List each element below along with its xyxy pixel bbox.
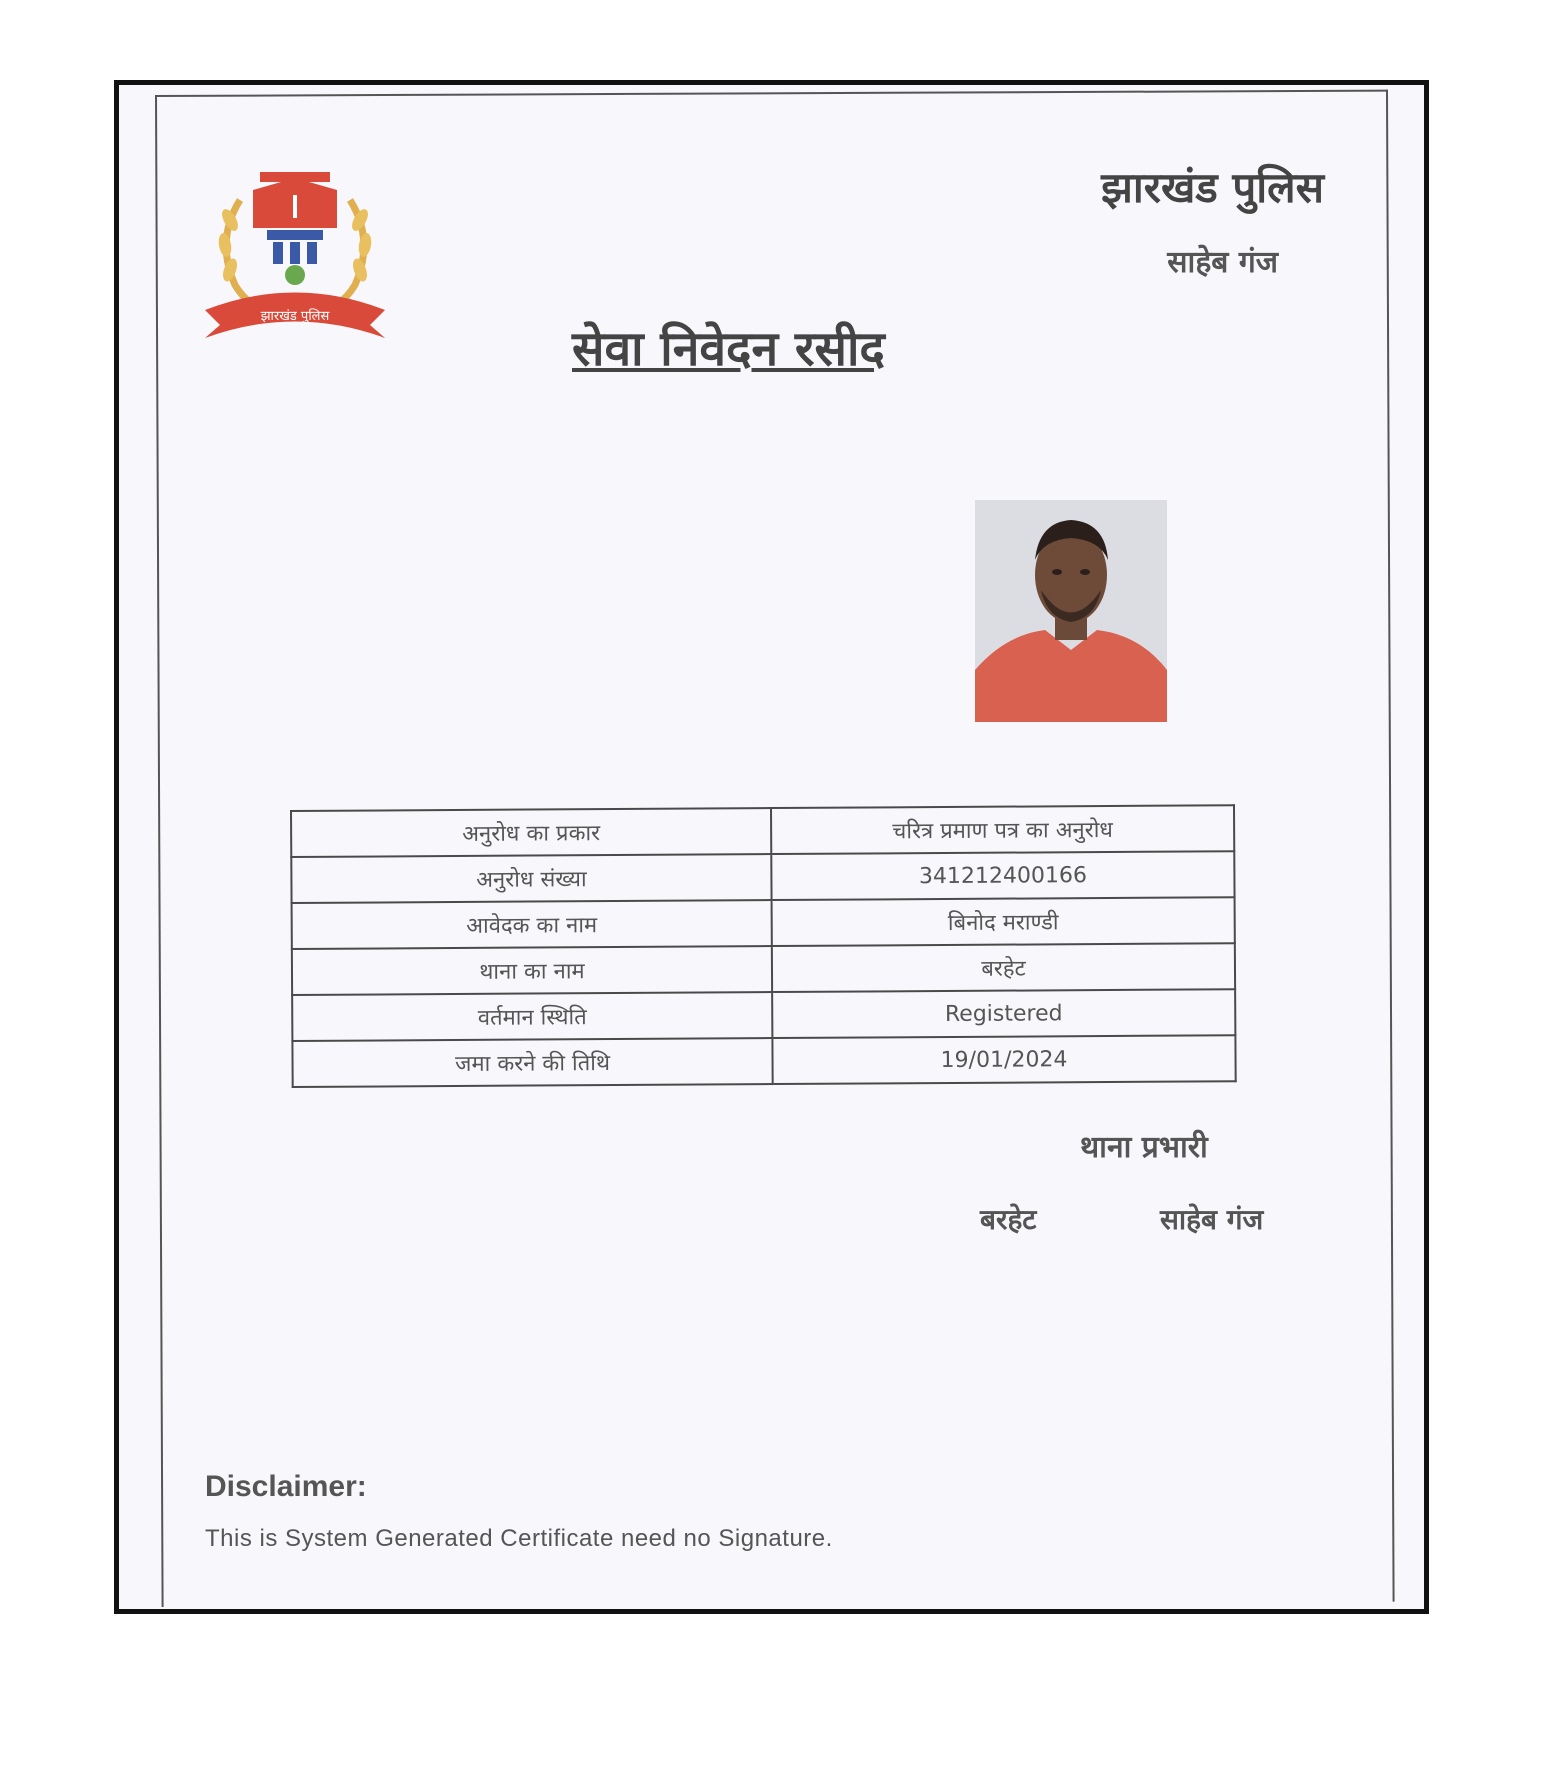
applicant-photo [975, 500, 1167, 722]
request-details-table [290, 804, 1237, 1088]
row-label: अनुरोध का प्रकार [291, 808, 771, 857]
table-row [291, 851, 1234, 903]
document-title: सेवा निवेदन रसीद [572, 321, 885, 377]
row-value: 19/01/2024 [772, 1035, 1235, 1084]
row-label: वर्तमान स्थिति [292, 992, 772, 1041]
signatory-title: थाना प्रभारी [1080, 1130, 1208, 1165]
row-value: चरित्र प्रमाण पत्र का अनुरोध [771, 805, 1234, 854]
row-label: आवेदक का नाम [292, 900, 772, 949]
table-row [292, 1035, 1235, 1087]
table-row [292, 989, 1235, 1041]
signatory-district: साहेब गंज [1160, 1203, 1264, 1236]
row-value: Registered [772, 989, 1235, 1038]
district-name: साहेब गंज [1167, 245, 1278, 280]
row-value: बिनोद मराण्डी [772, 897, 1235, 946]
row-label: जमा करने की तिथि [292, 1038, 772, 1087]
logo-banner-text: झारखंड पुलिस [260, 309, 330, 324]
row-label: थाना का नाम [292, 946, 772, 995]
table-row [292, 897, 1235, 949]
row-value: 341212400166 [771, 851, 1234, 900]
disclaimer-text: This is System Generated Certificate need no Signature. [205, 1525, 833, 1552]
department-name: झारखंड पुलिस [1101, 163, 1324, 212]
row-value: बरहेट [772, 943, 1235, 992]
disclaimer-heading: Disclaimer: [205, 1470, 367, 1503]
row-label: अनुरोध संख्या [291, 854, 771, 903]
jharkhand-police-logo [195, 160, 395, 345]
table-row [292, 943, 1235, 995]
table-row [291, 805, 1234, 857]
signatory-station: बरहेट [980, 1203, 1037, 1236]
